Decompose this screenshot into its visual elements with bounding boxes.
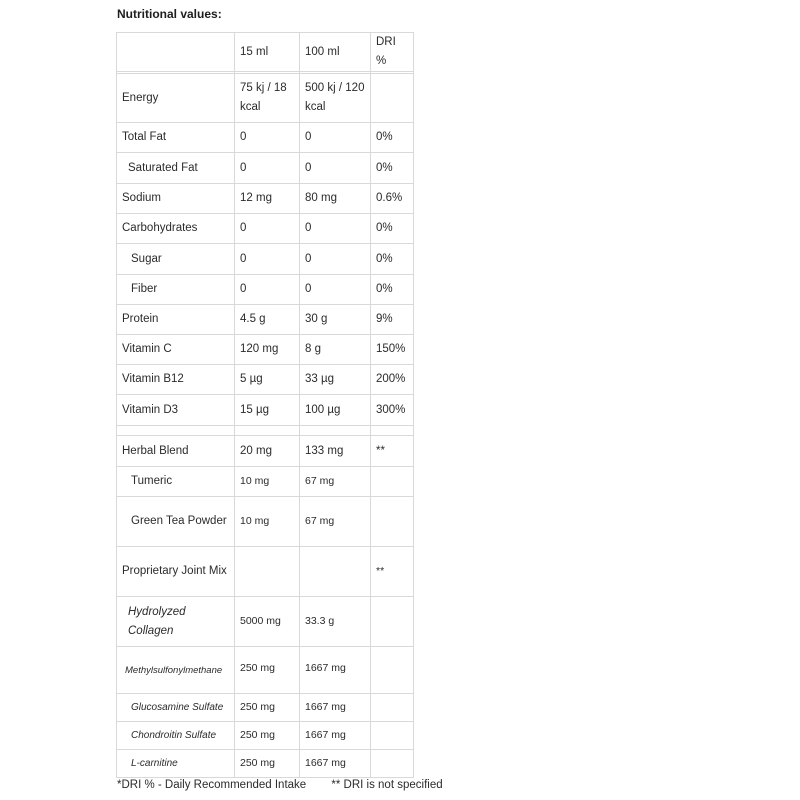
row-label: Glucosamine Sulfate	[117, 694, 235, 722]
row-value-dri	[371, 750, 414, 778]
row-value-dri: 9%	[371, 305, 414, 335]
row-value-dri: 0%	[371, 153, 414, 184]
row-value-dri	[371, 694, 414, 722]
row-value-15ml: 250 mg	[235, 750, 300, 778]
row-value-15ml: 0	[235, 244, 300, 275]
row-label: L-carnitine	[117, 750, 235, 778]
table-row	[117, 467, 414, 497]
row-value-100ml: 1667 mg	[300, 694, 371, 722]
footnote-dri-unspecified: ** DRI is not specified	[331, 779, 443, 791]
row-value-dri	[371, 467, 414, 497]
row-value-15ml	[235, 547, 300, 597]
table-row	[117, 597, 414, 647]
row-value-100ml: 0	[300, 244, 371, 275]
row-value-100ml: 100 µg	[300, 395, 371, 426]
row-value-100ml: 500 kj / 120 kcal	[300, 74, 371, 123]
row-label: Saturated Fat	[117, 153, 235, 184]
row-value-dri: 0.6%	[371, 184, 414, 214]
row-label: Energy	[117, 74, 235, 123]
row-label: Total Fat	[117, 123, 235, 153]
row-value-dri	[371, 647, 414, 694]
row-value-100ml: 67 mg	[300, 497, 371, 547]
row-value-dri: **	[371, 547, 414, 597]
row-value-100ml: 1667 mg	[300, 647, 371, 694]
row-value-100ml: 0	[300, 275, 371, 305]
row-label: Carbohydrates	[117, 214, 235, 244]
table-header-row	[117, 33, 414, 72]
header-cell-15ml: 15 ml	[235, 33, 300, 72]
table-row	[117, 335, 414, 365]
row-value-100ml: 80 mg	[300, 184, 371, 214]
row-value-15ml: 0	[235, 275, 300, 305]
row-value-100ml: 67 mg	[300, 467, 371, 497]
row-value-100ml: 1667 mg	[300, 750, 371, 778]
table-row	[117, 547, 414, 597]
row-value-15ml: 75 kj / 18 kcal	[235, 74, 300, 123]
row-value-dri: 150%	[371, 335, 414, 365]
table-row	[117, 123, 414, 153]
row-value-100ml: 0	[300, 214, 371, 244]
table-row	[117, 694, 414, 722]
row-value-15ml: 20 mg	[235, 436, 300, 467]
row-value-15ml: 10 mg	[235, 467, 300, 497]
row-value-15ml: 120 mg	[235, 335, 300, 365]
row-value-15ml: 250 mg	[235, 694, 300, 722]
row-value-dri	[371, 597, 414, 647]
row-value-100ml: 8 g	[300, 335, 371, 365]
row-value-dri: 0%	[371, 244, 414, 275]
row-value-dri: 0%	[371, 275, 414, 305]
row-value-100ml: 33.3 g	[300, 597, 371, 647]
nutrition-table	[116, 32, 414, 778]
row-value-15ml: 15 µg	[235, 395, 300, 426]
page-title: Nutritional values:	[117, 7, 222, 21]
table-row	[117, 436, 414, 467]
row-value-15ml	[235, 426, 300, 436]
row-label: Methylsulfonylmethane	[117, 647, 235, 694]
row-label: Tumeric	[117, 467, 235, 497]
row-value-100ml: 0	[300, 123, 371, 153]
row-value-100ml	[300, 547, 371, 597]
row-label: Sugar	[117, 244, 235, 275]
header-cell	[117, 33, 235, 72]
footnote-dri-definition: *DRI % - Daily Recommended Intake	[117, 779, 307, 791]
row-value-15ml: 12 mg	[235, 184, 300, 214]
table-row	[117, 395, 414, 426]
row-value-100ml: 133 mg	[300, 436, 371, 467]
table-row	[117, 750, 414, 778]
row-label: Vitamin B12	[117, 365, 235, 395]
row-label: Fiber	[117, 275, 235, 305]
row-label: Hydrolyzed Collagen	[117, 597, 235, 647]
row-value-100ml: 30 g	[300, 305, 371, 335]
row-value-dri: **	[371, 436, 414, 467]
row-value-dri: 0%	[371, 214, 414, 244]
row-value-dri	[371, 426, 414, 436]
table-row	[117, 74, 414, 123]
row-value-15ml: 0	[235, 214, 300, 244]
table-row	[117, 184, 414, 214]
row-value-dri: 0%	[371, 123, 414, 153]
row-label: Vitamin D3	[117, 395, 235, 426]
row-value-15ml: 4.5 g	[235, 305, 300, 335]
row-value-100ml: 0	[300, 153, 371, 184]
table-row	[117, 275, 414, 305]
table-row	[117, 305, 414, 335]
row-value-15ml: 0	[235, 123, 300, 153]
row-value-dri	[371, 722, 414, 750]
row-value-15ml: 5 µg	[235, 365, 300, 395]
row-label: Herbal Blend	[117, 436, 235, 467]
table-row	[117, 214, 414, 244]
table-row	[117, 426, 414, 436]
table-row	[117, 722, 414, 750]
row-value-15ml: 5000 mg	[235, 597, 300, 647]
row-value-15ml: 250 mg	[235, 647, 300, 694]
table-row	[117, 647, 414, 694]
row-value-dri: 200%	[371, 365, 414, 395]
row-label: Green Tea Powder	[117, 497, 235, 547]
row-value-100ml	[300, 426, 371, 436]
header-cell-100ml: 100 ml	[300, 33, 371, 72]
row-value-100ml: 1667 mg	[300, 722, 371, 750]
footnotes	[117, 779, 443, 791]
row-value-100ml: 33 µg	[300, 365, 371, 395]
table-row	[117, 497, 414, 547]
row-label: Chondroitin Sulfate	[117, 722, 235, 750]
row-label: Vitamin C	[117, 335, 235, 365]
row-value-15ml: 0	[235, 153, 300, 184]
table-row	[117, 244, 414, 275]
table-row	[117, 365, 414, 395]
row-label	[117, 426, 235, 436]
header-cell-dri: DRI %	[371, 33, 414, 72]
row-value-15ml: 10 mg	[235, 497, 300, 547]
row-label: Sodium	[117, 184, 235, 214]
table-row	[117, 153, 414, 184]
row-value-dri: 300%	[371, 395, 414, 426]
row-label: Proprietary Joint Mix	[117, 547, 235, 597]
row-value-dri	[371, 497, 414, 547]
row-label: Protein	[117, 305, 235, 335]
row-value-dri	[371, 74, 414, 123]
row-value-15ml: 250 mg	[235, 722, 300, 750]
